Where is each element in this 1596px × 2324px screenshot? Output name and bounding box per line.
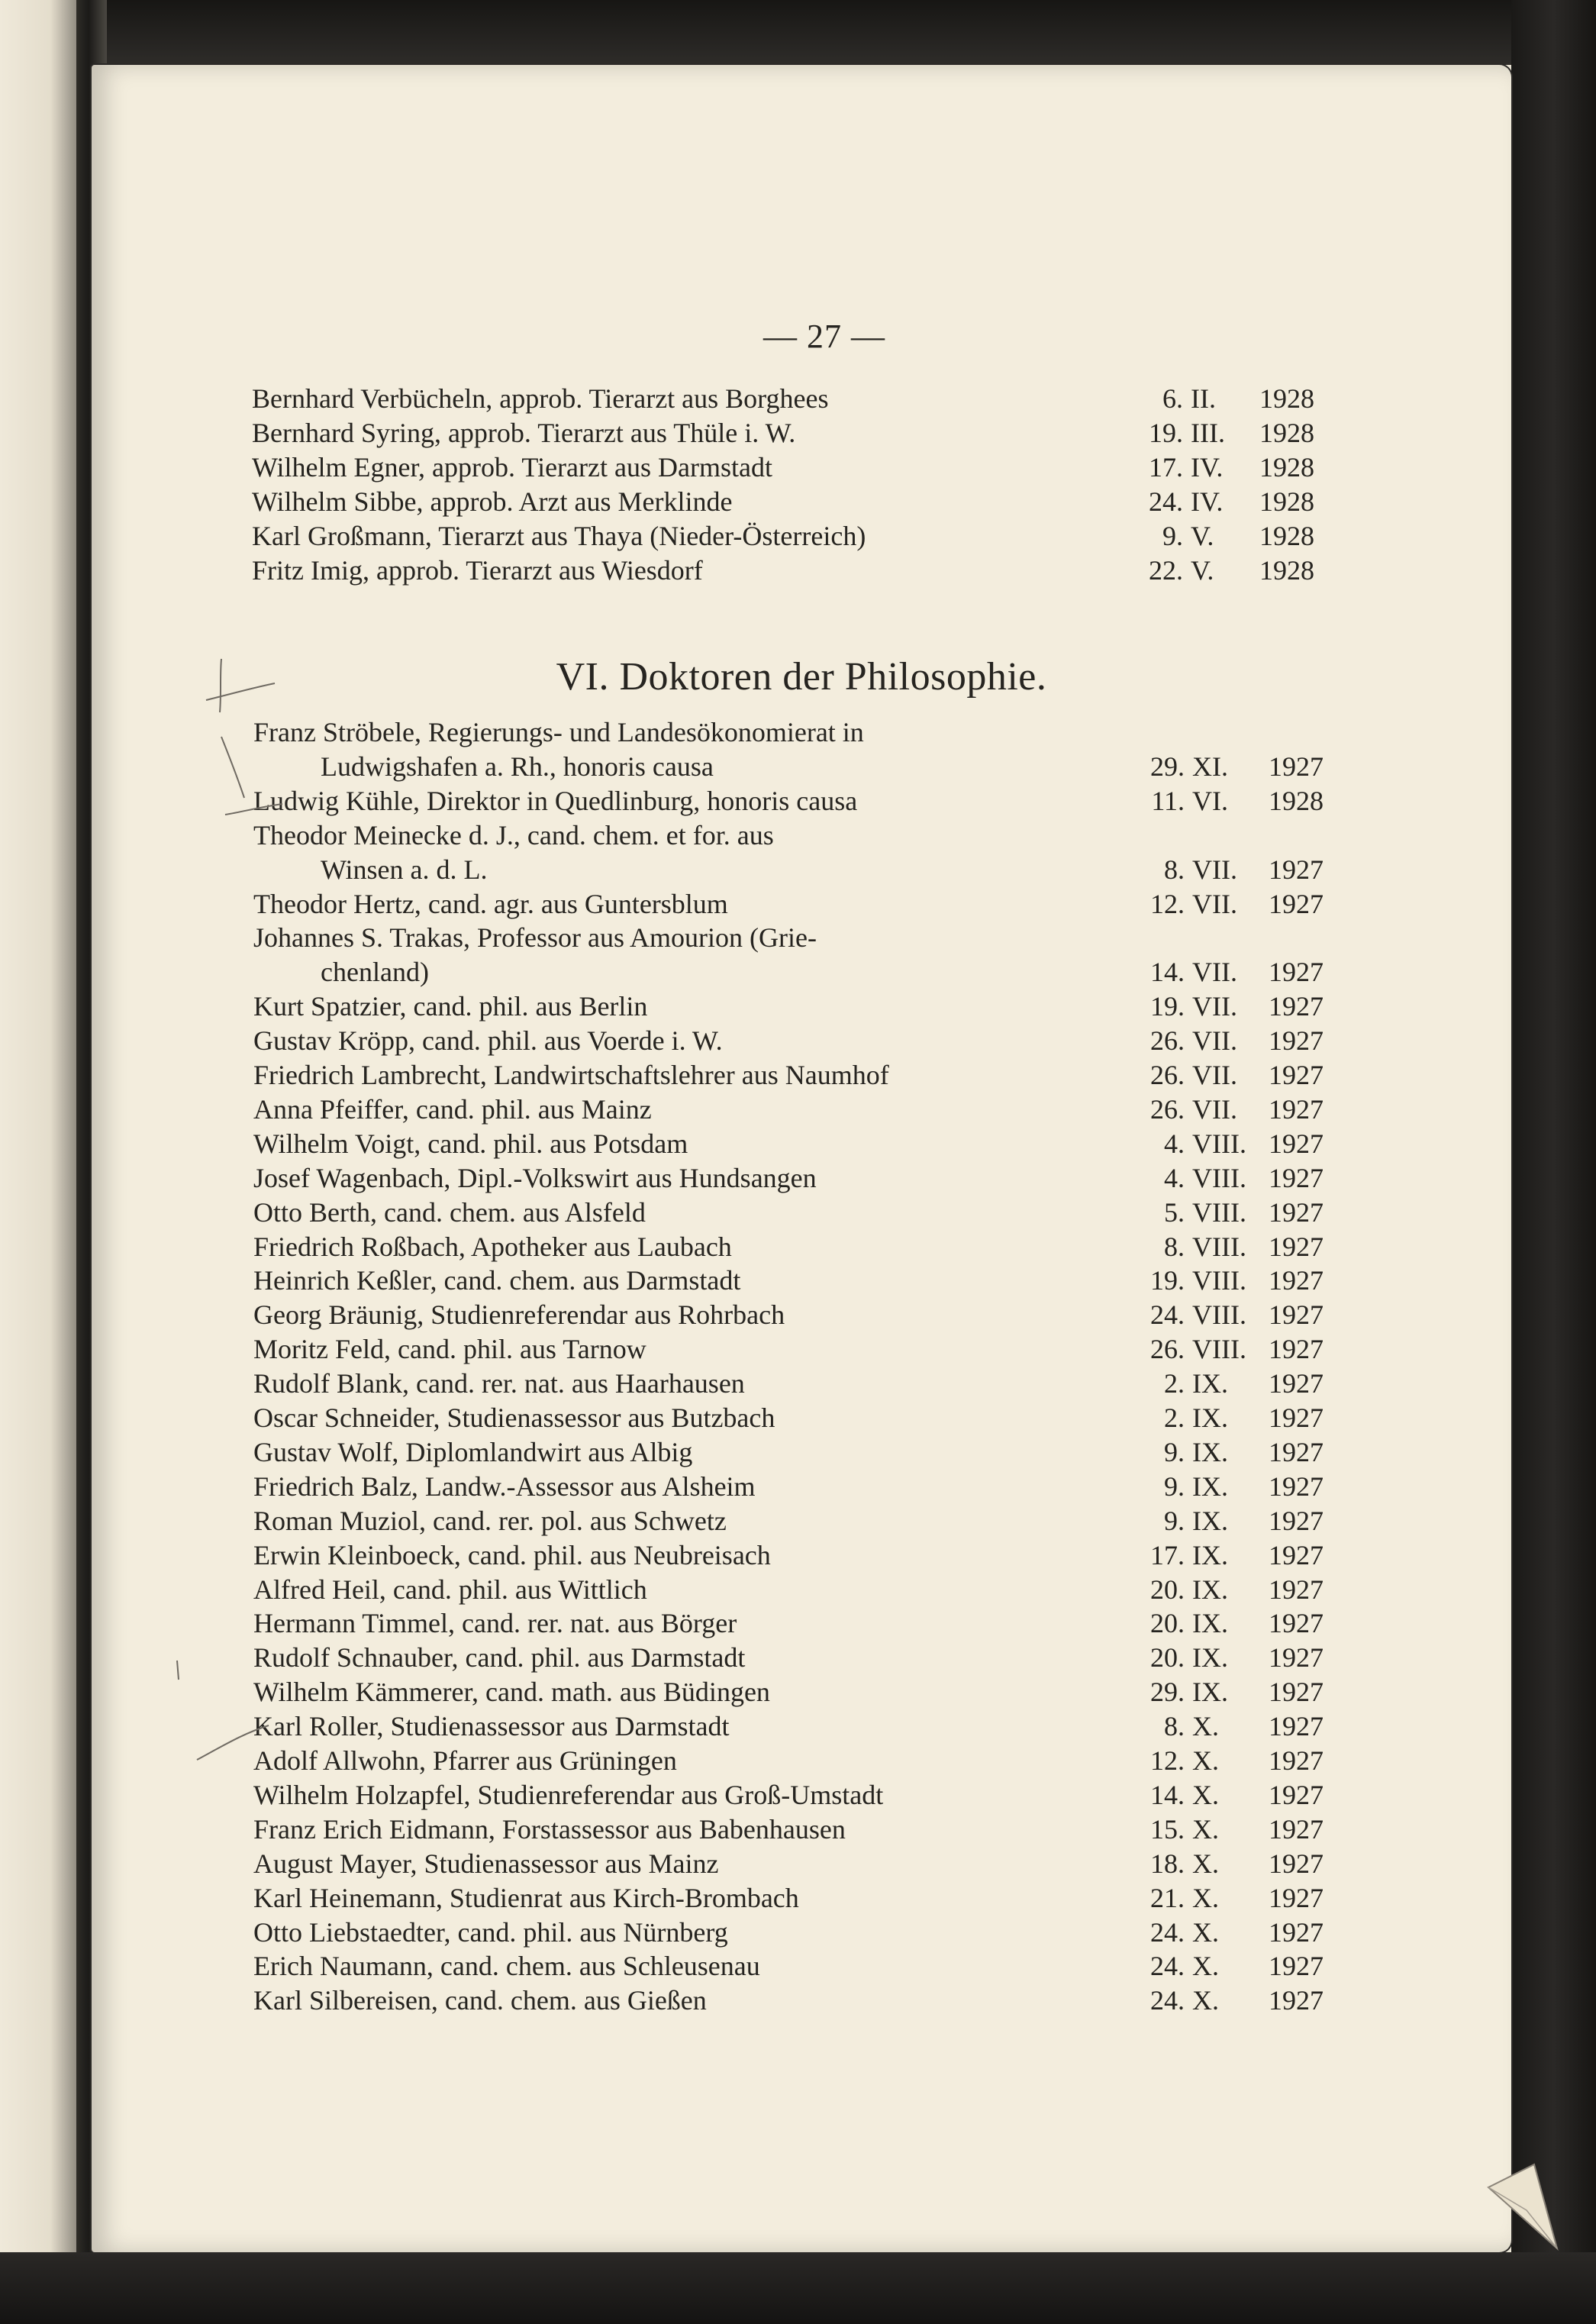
entry-day: 12.	[1150, 1745, 1185, 1776]
entry-month: IV.	[1191, 486, 1224, 517]
entry-day: 20.	[1150, 1608, 1185, 1639]
entry-year: 1928	[1259, 486, 1314, 517]
entry-name-line1: Johannes S. Trakas, Professor aus Amourion (Grie-	[253, 922, 817, 954]
entry-name-line1: Karl Silbereisen, cand. chem. aus Gießen	[253, 1985, 707, 2016]
entry-year: 1927	[1269, 1882, 1324, 1913]
entry-day: 26.	[1150, 1334, 1185, 1365]
entry-day: 24.	[1150, 1985, 1185, 2016]
entry-name: Karl Großmann, Tierarzt aus Thaya (Nieder-Österreich)	[252, 520, 866, 551]
entry-name-line1: Gustav Wolf, Diplomlandwirt aus Albig	[253, 1436, 693, 1467]
entry-year: 1928	[1259, 383, 1314, 414]
entry-name-line1: Friedrich Balz, Landw.-Assessor aus Alsheim	[253, 1470, 756, 1502]
entry-day: 2.	[1164, 1368, 1185, 1399]
entry-year: 1927	[1269, 750, 1324, 782]
entry-name-line1: Alfred Heil, cand. phil. aus Wittlich	[253, 1574, 647, 1605]
entry-year: 1927	[1269, 1985, 1324, 2016]
entry-month: VII.	[1192, 991, 1237, 1022]
entry-month: X.	[1192, 1882, 1219, 1913]
entry-name-line1: August Mayer, Studienassessor aus Mainz	[253, 1848, 719, 1879]
entry-name-line2: Winsen a. d. L.	[321, 854, 488, 885]
entry-year: 1927	[1269, 957, 1324, 988]
entry-month: XI.	[1192, 750, 1228, 782]
entry-month: X.	[1192, 1985, 1219, 2016]
entry-day: 24.	[1150, 1299, 1185, 1331]
entry-name-line1: Otto Liebstaedter, cand. phil. aus Nürnberg	[253, 1916, 728, 1948]
scan-background-top	[92, 0, 1596, 65]
entry-name: Wilhelm Egner, approb. Tierarzt aus Darmstadt	[252, 451, 772, 483]
entry-day: 20.	[1150, 1574, 1185, 1605]
entry-name-line1: Franz Erich Eidmann, Forstassessor aus Babenhausen	[253, 1813, 846, 1845]
entry-day: 19.	[1150, 991, 1185, 1022]
entry-day: 17.	[1150, 1539, 1185, 1570]
entry-name-line1: Josef Wagenbach, Dipl.-Volkswirt aus Hundsangen	[253, 1162, 817, 1193]
entry-day: 19.	[1150, 1265, 1185, 1296]
entry-name-line1: Otto Berth, cand. chem. aus Alsfeld	[253, 1196, 646, 1228]
entry-day: 20.	[1150, 1642, 1185, 1674]
entry-month: IX.	[1192, 1608, 1228, 1639]
book-page	[92, 65, 1511, 2252]
entry-day: 2.	[1164, 1402, 1185, 1433]
entry-name-line1: Karl Heinemann, Studienrat aus Kirch-Brombach	[253, 1882, 799, 1913]
entry-name-line1: Georg Bräunig, Studienreferendar aus Rohrbach	[253, 1299, 785, 1331]
entry-name-line1: Theodor Hertz, cand. agr. aus Guntersblum	[253, 888, 728, 919]
entry-month: VIII.	[1192, 1196, 1246, 1228]
entry-name-line1: Erwin Kleinboeck, cand. phil. aus Neubreisach	[253, 1539, 771, 1570]
entry-month: VIII.	[1192, 1128, 1246, 1159]
entry-month: VIII.	[1192, 1265, 1246, 1296]
entry-month: VII.	[1192, 854, 1237, 885]
entry-year: 1927	[1269, 1231, 1324, 1262]
pencil-cross-mark	[221, 737, 282, 815]
entry-month: V.	[1191, 554, 1214, 586]
entry-day: 18.	[1150, 1848, 1185, 1879]
entry-day: 22.	[1149, 554, 1183, 586]
entry-name-line1: Friedrich Lambrecht, Landwirtschaftslehrer aus Naumhof	[253, 1060, 889, 1090]
entry-year: 1928	[1259, 554, 1314, 586]
entry-day: 4.	[1164, 1128, 1185, 1159]
entry-name-line1: Adolf Allwohn, Pfarrer aus Grüningen	[253, 1745, 677, 1776]
entry-year: 1927	[1269, 1334, 1324, 1365]
entry-year: 1927	[1269, 1813, 1324, 1845]
entry-day: 8.	[1164, 1711, 1185, 1742]
entry-day: 17.	[1149, 451, 1183, 483]
entry-name-line1: Wilhelm Voigt, cand. phil. aus Potsdam	[253, 1128, 688, 1159]
entry-year: 1927	[1269, 1711, 1324, 1742]
entry-year: 1927	[1269, 1299, 1324, 1331]
entry-day: 14.	[1150, 1779, 1185, 1810]
entry-day: 26.	[1150, 1025, 1185, 1057]
entry-day: 26.	[1150, 1060, 1185, 1090]
entry-month: IV.	[1191, 451, 1224, 483]
entry-year: 1927	[1269, 1470, 1324, 1502]
entry-year: 1927	[1269, 1128, 1324, 1159]
entry-year: 1927	[1269, 1951, 1324, 1982]
entry-month: IX.	[1192, 1470, 1228, 1502]
entry-month: VII.	[1192, 1060, 1237, 1090]
entry-name-line1: Oscar Schneider, Studienassessor aus Butzbach	[253, 1402, 775, 1433]
entry-month: VIII.	[1192, 1162, 1246, 1193]
entry-year: 1928	[1259, 520, 1314, 551]
entry-year: 1927	[1269, 854, 1324, 885]
scan-background-bottom	[0, 2252, 1596, 2324]
entry-day: 24.	[1149, 486, 1183, 517]
entry-month: X.	[1192, 1711, 1219, 1742]
entry-day: 4.	[1164, 1162, 1185, 1193]
entry-name-line1: Rudolf Schnauber, cand. phil. aus Darmstadt	[253, 1642, 746, 1674]
entry-year: 1928	[1269, 785, 1324, 816]
entry-month: IX.	[1192, 1505, 1228, 1536]
entry-year: 1927	[1269, 1505, 1324, 1536]
entry-month: VII.	[1192, 957, 1237, 988]
entry-month: V.	[1191, 520, 1214, 551]
entry-name-line1: Friedrich Roßbach, Apotheker aus Laubach	[253, 1231, 732, 1262]
pencil-cross-mark	[206, 659, 275, 712]
entry-name-line1: Gustav Kröpp, cand. phil. aus Voerde i. W.	[253, 1025, 723, 1057]
entry-day: 14.	[1150, 957, 1185, 988]
entry-name-line1: Roman Muziol, cand. rer. pol. aus Schwetz	[253, 1505, 727, 1536]
entry-year: 1927	[1269, 1779, 1324, 1810]
entry-year: 1927	[1269, 1162, 1324, 1193]
entry-month: X.	[1192, 1951, 1219, 1982]
scan-background-right	[1511, 0, 1596, 2324]
section-title: VI. Doktoren der Philosophie.	[556, 655, 1047, 699]
entry-name-line2: chenland)	[321, 957, 429, 988]
pencil-annotation-marks	[92, 65, 1511, 2252]
folded-corner	[1481, 2157, 1565, 2264]
entry-year: 1927	[1269, 1368, 1324, 1399]
entry-year: 1927	[1269, 1265, 1324, 1296]
entry-month: X.	[1192, 1813, 1219, 1845]
entry-month: X.	[1192, 1745, 1219, 1776]
entry-day: 29.	[1150, 750, 1185, 782]
entry-month: IX.	[1192, 1368, 1228, 1399]
entry-day: 26.	[1150, 1093, 1185, 1125]
entry-day: 29.	[1150, 1677, 1185, 1708]
entry-year: 1928	[1259, 451, 1314, 483]
entry-year: 1927	[1269, 991, 1324, 1022]
entry-year: 1927	[1269, 1642, 1324, 1674]
entry-name-line1: Franz Ströbele, Regierungs- und Landesökonomierat in	[253, 717, 864, 747]
entry-name-line2: Ludwigshafen a. Rh., honoris causa	[321, 750, 714, 782]
entry-month: VIII.	[1192, 1299, 1246, 1331]
entry-day: 15.	[1150, 1813, 1185, 1845]
page-number: — 27 —	[763, 318, 885, 355]
entry-year: 1927	[1269, 1025, 1324, 1057]
entry-name: Bernhard Syring, approb. Tierarzt aus Thüle i. W.	[252, 417, 796, 448]
entry-day: 24.	[1150, 1916, 1185, 1948]
entry-month: IX.	[1192, 1574, 1228, 1605]
entry-month: X.	[1192, 1916, 1219, 1948]
entry-day: 9.	[1162, 520, 1183, 551]
entry-month: VI.	[1192, 785, 1228, 816]
entry-month: IX.	[1192, 1677, 1228, 1708]
entry-year: 1927	[1269, 1916, 1324, 1948]
entry-month: VII.	[1192, 1025, 1237, 1057]
entry-day: 9.	[1164, 1470, 1185, 1502]
entry-day: 19.	[1149, 417, 1183, 448]
entry-year: 1927	[1269, 1608, 1324, 1639]
entry-name-line1: Karl Roller, Studienassessor aus Darmstadt	[253, 1711, 730, 1742]
entry-month: VIII.	[1192, 1231, 1246, 1262]
entry-day: 8.	[1164, 1231, 1185, 1262]
entry-year: 1927	[1269, 1402, 1324, 1433]
entry-name: Bernhard Verbücheln, approb. Tierarzt aus Borghees	[252, 383, 829, 414]
entry-month: IX.	[1192, 1402, 1228, 1433]
entry-year: 1927	[1269, 1093, 1324, 1125]
entry-year: 1927	[1269, 1060, 1324, 1090]
entry-year: 1927	[1269, 1436, 1324, 1467]
entry-day: 9.	[1164, 1436, 1185, 1467]
entry-year: 1927	[1269, 1574, 1324, 1605]
facing-page-edge	[0, 0, 84, 2324]
entry-year: 1927	[1269, 1539, 1324, 1570]
entry-name-line1: Moritz Feld, cand. phil. aus Tarnow	[253, 1334, 646, 1365]
entry-year: 1927	[1269, 1745, 1324, 1776]
entry-year: 1928	[1259, 417, 1314, 448]
entry-day: 12.	[1150, 888, 1185, 919]
entry-year: 1927	[1269, 888, 1324, 919]
entry-month: X.	[1192, 1848, 1219, 1879]
entry-name: Wilhelm Sibbe, approb. Arzt aus Merklinde	[252, 486, 733, 517]
entry-month: IX.	[1192, 1436, 1228, 1467]
entry-name-line1: Theodor Meinecke d. J., cand. chem. et for. aus	[253, 819, 774, 851]
entry-day: 6.	[1162, 383, 1183, 414]
entry-name-line1: Anna Pfeiffer, cand. phil. aus Mainz	[253, 1093, 652, 1125]
entry-day: 24.	[1150, 1951, 1185, 1982]
entry-name-line1: Rudolf Blank, cand. rer. nat. aus Haarhausen	[253, 1368, 745, 1399]
entry-month: III.	[1191, 417, 1225, 448]
entry-name-line1: Kurt Spatzier, cand. phil. aus Berlin	[253, 991, 648, 1022]
entry-month: X.	[1192, 1779, 1219, 1810]
entry-name-line1: Heinrich Keßler, cand. chem. aus Darmstadt	[253, 1265, 741, 1296]
entry-name: Fritz Imig, approb. Tierarzt aus Wiesdorf	[252, 554, 703, 586]
entry-name-line1: Erich Naumann, cand. chem. aus Schleusenau	[253, 1951, 760, 1982]
entry-month: VII.	[1192, 888, 1237, 919]
entry-year: 1927	[1269, 1196, 1324, 1228]
entry-name-line1: Wilhelm Kämmerer, cand. math. aus Büdingen	[253, 1677, 770, 1708]
entry-year: 1927	[1269, 1677, 1324, 1708]
entry-month: IX.	[1192, 1539, 1228, 1570]
entry-month: VIII.	[1192, 1334, 1246, 1365]
entry-name-line1: Hermann Timmel, cand. rer. nat. aus Börger	[253, 1608, 737, 1639]
entry-day: 8.	[1164, 854, 1185, 885]
entry-month: VII.	[1192, 1093, 1237, 1125]
entry-day: 21.	[1150, 1882, 1185, 1913]
entry-day: 9.	[1164, 1505, 1185, 1536]
pencil-dash-mark	[177, 1661, 269, 1760]
entry-day: 11.	[1151, 785, 1185, 816]
entry-name-line1: Ludwig Kühle, Direktor in Quedlinburg, honoris causa	[253, 785, 858, 816]
entry-year: 1927	[1269, 1848, 1324, 1879]
entry-month: II.	[1191, 383, 1216, 414]
entry-name-line1: Wilhelm Holzapfel, Studienreferendar aus Groß-Umstadt	[253, 1779, 884, 1810]
entry-day: 5.	[1164, 1196, 1185, 1228]
entry-month: IX.	[1192, 1642, 1228, 1674]
